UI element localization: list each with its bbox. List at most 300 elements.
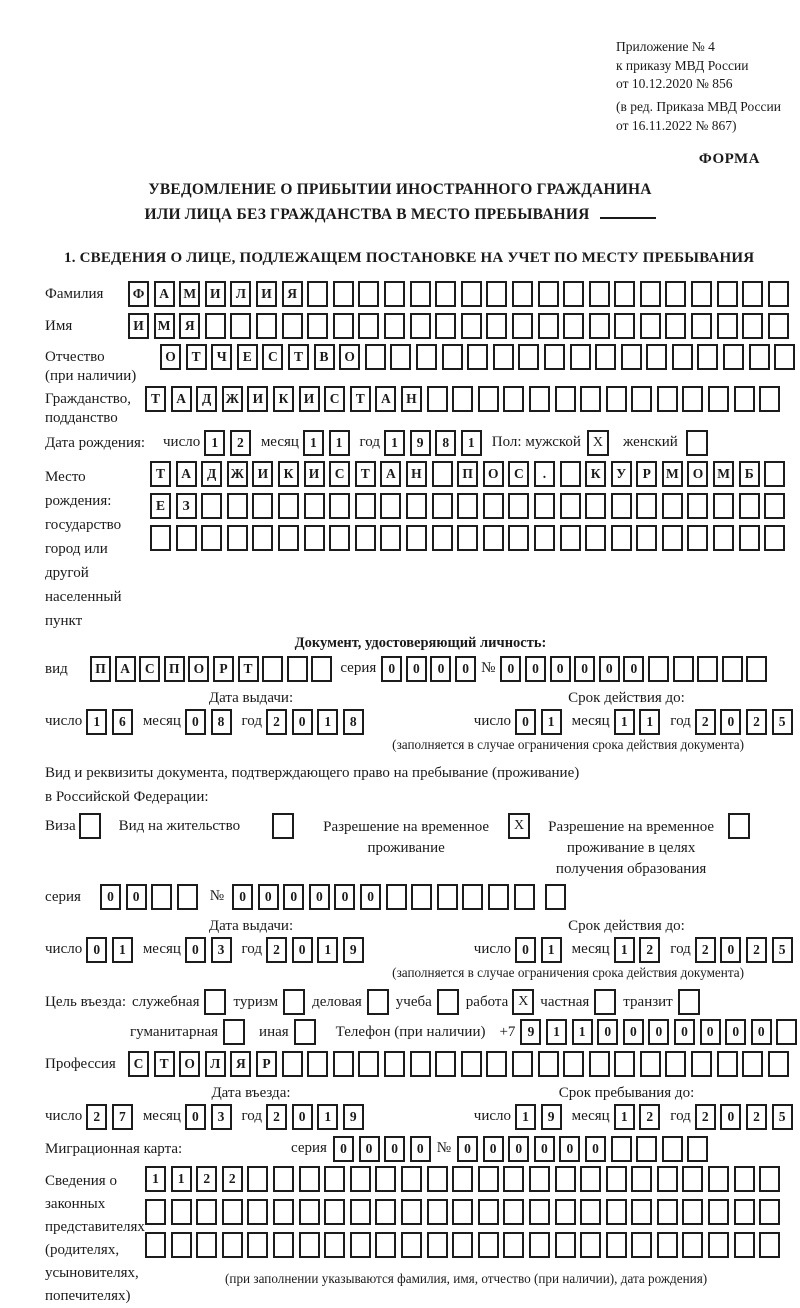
char-cell[interactable]: 9 — [410, 430, 431, 456]
char-cell[interactable] — [358, 1051, 379, 1077]
char-cell[interactable] — [247, 1232, 268, 1258]
char-cell[interactable] — [708, 1232, 729, 1258]
char-cell[interactable] — [273, 1199, 294, 1225]
char-cell[interactable] — [299, 1166, 320, 1192]
char-cell[interactable] — [585, 493, 606, 519]
char-cell[interactable] — [171, 1232, 192, 1258]
char-cell[interactable] — [201, 525, 222, 551]
char-cell[interactable]: О — [188, 656, 209, 682]
char-cell[interactable] — [307, 1051, 328, 1077]
char-cell[interactable]: 2 — [639, 937, 660, 963]
char-cell[interactable] — [145, 1232, 166, 1258]
char-cell[interactable] — [555, 386, 576, 412]
char-cell[interactable] — [580, 1199, 601, 1225]
char-cell[interactable]: Т — [150, 461, 171, 487]
char-cell[interactable]: 0 — [333, 1136, 354, 1162]
char-cell[interactable] — [673, 656, 694, 682]
char-cell[interactable] — [512, 281, 533, 307]
char-cell[interactable]: 0 — [309, 884, 330, 910]
char-cell[interactable] — [512, 1051, 533, 1077]
char-cell[interactable] — [177, 884, 198, 910]
char-cell[interactable] — [427, 1232, 448, 1258]
char-cell[interactable] — [380, 525, 401, 551]
char-cell[interactable]: 7 — [112, 1104, 133, 1130]
char-cell[interactable]: П — [164, 656, 185, 682]
char-cell[interactable] — [145, 1199, 166, 1225]
char-cell[interactable]: Д — [196, 386, 217, 412]
char-cell[interactable] — [227, 493, 248, 519]
char-cell[interactable]: 1 — [384, 430, 405, 456]
char-cell[interactable] — [631, 1199, 652, 1225]
char-cell[interactable] — [759, 1232, 780, 1258]
char-cell[interactable] — [595, 344, 616, 370]
purpose-other-checkbox[interactable] — [294, 1019, 316, 1045]
char-cell[interactable]: И — [128, 313, 149, 339]
char-cell[interactable] — [657, 1232, 678, 1258]
char-cell[interactable] — [538, 281, 559, 307]
char-cell[interactable] — [691, 1051, 712, 1077]
char-cell[interactable]: 1 — [86, 709, 107, 735]
char-cell[interactable]: 2 — [695, 709, 716, 735]
char-cell[interactable] — [375, 1166, 396, 1192]
char-cell[interactable] — [529, 386, 550, 412]
char-cell[interactable]: 6 — [112, 709, 133, 735]
char-cell[interactable] — [452, 1199, 473, 1225]
char-cell[interactable] — [631, 1166, 652, 1192]
char-cell[interactable]: 0 — [185, 937, 206, 963]
char-cell[interactable]: 1 — [317, 1104, 338, 1130]
char-cell[interactable] — [646, 344, 667, 370]
char-cell[interactable]: У — [611, 461, 632, 487]
char-cell[interactable]: 5 — [772, 709, 793, 735]
char-cell[interactable] — [589, 281, 610, 307]
char-cell[interactable]: В — [314, 344, 335, 370]
char-cell[interactable] — [665, 313, 686, 339]
char-cell[interactable]: 0 — [483, 1136, 504, 1162]
char-cell[interactable] — [324, 1166, 345, 1192]
char-cell[interactable] — [614, 281, 635, 307]
char-cell[interactable]: 0 — [410, 1136, 431, 1162]
char-cell[interactable]: Т — [154, 1051, 175, 1077]
char-cell[interactable] — [776, 1019, 797, 1045]
char-cell[interactable]: Ж — [227, 461, 248, 487]
char-cell[interactable]: 0 — [292, 1104, 313, 1130]
char-cell[interactable] — [672, 344, 693, 370]
char-cell[interactable]: Н — [406, 461, 427, 487]
char-cell[interactable]: 2 — [230, 430, 251, 456]
char-cell[interactable] — [614, 313, 635, 339]
char-cell[interactable] — [486, 1051, 507, 1077]
char-cell[interactable] — [384, 281, 405, 307]
char-cell[interactable] — [764, 493, 785, 519]
char-cell[interactable] — [687, 1136, 708, 1162]
char-cell[interactable] — [717, 313, 738, 339]
char-cell[interactable]: 5 — [772, 1104, 793, 1130]
char-cell[interactable]: О — [179, 1051, 200, 1077]
char-cell[interactable] — [746, 656, 767, 682]
char-cell[interactable] — [759, 1199, 780, 1225]
char-cell[interactable] — [560, 461, 581, 487]
char-cell[interactable]: 0 — [455, 656, 476, 682]
char-cell[interactable]: 0 — [720, 1104, 741, 1130]
char-cell[interactable]: 1 — [461, 430, 482, 456]
char-cell[interactable]: О — [160, 344, 181, 370]
char-cell[interactable] — [278, 493, 299, 519]
char-cell[interactable] — [442, 344, 463, 370]
char-cell[interactable] — [734, 386, 755, 412]
purpose-private-checkbox[interactable] — [594, 989, 616, 1015]
char-cell[interactable]: А — [176, 461, 197, 487]
char-cell[interactable]: Я — [282, 281, 303, 307]
char-cell[interactable] — [386, 884, 407, 910]
char-cell[interactable]: 0 — [574, 656, 595, 682]
char-cell[interactable]: И — [247, 386, 268, 412]
char-cell[interactable] — [355, 493, 376, 519]
char-cell[interactable] — [648, 656, 669, 682]
char-cell[interactable] — [764, 461, 785, 487]
char-cell[interactable]: Я — [230, 1051, 251, 1077]
char-cell[interactable] — [697, 656, 718, 682]
char-cell[interactable] — [461, 313, 482, 339]
char-cell[interactable] — [687, 525, 708, 551]
char-cell[interactable] — [580, 1232, 601, 1258]
char-cell[interactable] — [432, 525, 453, 551]
char-cell[interactable] — [636, 1136, 657, 1162]
char-cell[interactable] — [768, 1051, 789, 1077]
char-cell[interactable] — [329, 525, 350, 551]
char-cell[interactable] — [657, 386, 678, 412]
char-cell[interactable] — [640, 1051, 661, 1077]
char-cell[interactable]: И — [252, 461, 273, 487]
char-cell[interactable]: С — [329, 461, 350, 487]
char-cell[interactable]: 8 — [435, 430, 456, 456]
char-cell[interactable] — [611, 1136, 632, 1162]
char-cell[interactable]: Д — [201, 461, 222, 487]
purpose-official-checkbox[interactable] — [204, 989, 226, 1015]
char-cell[interactable]: Ч — [211, 344, 232, 370]
char-cell[interactable] — [435, 313, 456, 339]
char-cell[interactable]: С — [508, 461, 529, 487]
char-cell[interactable]: О — [687, 461, 708, 487]
char-cell[interactable]: 1 — [145, 1166, 166, 1192]
char-cell[interactable] — [304, 525, 325, 551]
char-cell[interactable]: Л — [205, 1051, 226, 1077]
char-cell[interactable] — [555, 1199, 576, 1225]
char-cell[interactable]: 0 — [534, 1136, 555, 1162]
char-cell[interactable] — [329, 493, 350, 519]
char-cell[interactable] — [262, 656, 283, 682]
char-cell[interactable] — [742, 1051, 763, 1077]
char-cell[interactable] — [589, 313, 610, 339]
char-cell[interactable]: Е — [237, 344, 258, 370]
char-cell[interactable] — [538, 1051, 559, 1077]
char-cell[interactable] — [713, 525, 734, 551]
char-cell[interactable]: 0 — [623, 656, 644, 682]
char-cell[interactable]: 9 — [541, 1104, 562, 1130]
char-cell[interactable] — [350, 1199, 371, 1225]
char-cell[interactable]: 1 — [204, 430, 225, 456]
char-cell[interactable] — [614, 1051, 635, 1077]
char-cell[interactable] — [461, 281, 482, 307]
char-cell[interactable] — [196, 1199, 217, 1225]
char-cell[interactable]: 0 — [100, 884, 121, 910]
char-cell[interactable] — [483, 525, 504, 551]
char-cell[interactable]: 0 — [585, 1136, 606, 1162]
char-cell[interactable]: 1 — [171, 1166, 192, 1192]
char-cell[interactable] — [560, 493, 581, 519]
char-cell[interactable] — [435, 281, 456, 307]
char-cell[interactable]: 1 — [546, 1019, 567, 1045]
char-cell[interactable]: И — [205, 281, 226, 307]
char-cell[interactable]: 3 — [211, 937, 232, 963]
char-cell[interactable] — [508, 525, 529, 551]
char-cell[interactable] — [256, 313, 277, 339]
char-cell[interactable] — [512, 313, 533, 339]
char-cell[interactable] — [299, 1199, 320, 1225]
char-cell[interactable] — [457, 493, 478, 519]
char-cell[interactable]: 0 — [185, 709, 206, 735]
char-cell[interactable] — [555, 1166, 576, 1192]
char-cell[interactable]: М — [713, 461, 734, 487]
char-cell[interactable]: 2 — [222, 1166, 243, 1192]
char-cell[interactable] — [580, 1166, 601, 1192]
char-cell[interactable] — [621, 344, 642, 370]
char-cell[interactable] — [749, 344, 770, 370]
char-cell[interactable]: 0 — [185, 1104, 206, 1130]
char-cell[interactable] — [350, 1166, 371, 1192]
char-cell[interactable] — [435, 1051, 456, 1077]
char-cell[interactable] — [478, 386, 499, 412]
char-cell[interactable] — [410, 281, 431, 307]
char-cell[interactable] — [503, 1166, 524, 1192]
char-cell[interactable] — [503, 1199, 524, 1225]
char-cell[interactable] — [324, 1232, 345, 1258]
char-cell[interactable] — [299, 1232, 320, 1258]
char-cell[interactable] — [682, 386, 703, 412]
sex-female-checkbox[interactable] — [686, 430, 708, 456]
char-cell[interactable] — [657, 1199, 678, 1225]
char-cell[interactable]: 1 — [614, 1104, 635, 1130]
char-cell[interactable] — [585, 525, 606, 551]
char-cell[interactable] — [350, 1232, 371, 1258]
char-cell[interactable] — [478, 1166, 499, 1192]
char-cell[interactable] — [560, 525, 581, 551]
char-cell[interactable] — [273, 1232, 294, 1258]
char-cell[interactable] — [230, 313, 251, 339]
char-cell[interactable] — [273, 1166, 294, 1192]
char-cell[interactable]: 0 — [725, 1019, 746, 1045]
char-cell[interactable] — [461, 1051, 482, 1077]
purpose-transit-checkbox[interactable] — [678, 989, 700, 1015]
char-cell[interactable] — [390, 344, 411, 370]
char-cell[interactable] — [410, 1051, 431, 1077]
char-cell[interactable]: 0 — [515, 709, 536, 735]
char-cell[interactable] — [486, 313, 507, 339]
char-cell[interactable]: 0 — [86, 937, 107, 963]
char-cell[interactable]: К — [278, 461, 299, 487]
char-cell[interactable] — [742, 281, 763, 307]
char-cell[interactable]: М — [179, 281, 200, 307]
char-cell[interactable] — [467, 344, 488, 370]
char-cell[interactable] — [452, 1166, 473, 1192]
char-cell[interactable] — [452, 386, 473, 412]
char-cell[interactable]: 0 — [525, 656, 546, 682]
char-cell[interactable] — [563, 313, 584, 339]
char-cell[interactable]: 0 — [597, 1019, 618, 1045]
char-cell[interactable]: 2 — [266, 709, 287, 735]
char-cell[interactable] — [662, 493, 683, 519]
char-cell[interactable] — [555, 1232, 576, 1258]
char-cell[interactable]: 2 — [86, 1104, 107, 1130]
char-cell[interactable]: Я — [179, 313, 200, 339]
char-cell[interactable]: Т — [145, 386, 166, 412]
char-cell[interactable]: 1 — [303, 430, 324, 456]
char-cell[interactable]: . — [534, 461, 555, 487]
char-cell[interactable]: 9 — [343, 1104, 364, 1130]
char-cell[interactable] — [665, 281, 686, 307]
char-cell[interactable]: А — [380, 461, 401, 487]
char-cell[interactable] — [432, 461, 453, 487]
char-cell[interactable]: 2 — [746, 937, 767, 963]
char-cell[interactable] — [606, 386, 627, 412]
char-cell[interactable]: 1 — [614, 709, 635, 735]
char-cell[interactable]: 1 — [317, 709, 338, 735]
char-cell[interactable]: М — [154, 313, 175, 339]
char-cell[interactable] — [529, 1232, 550, 1258]
char-cell[interactable]: 0 — [430, 656, 451, 682]
purpose-study-checkbox[interactable] — [437, 989, 459, 1015]
char-cell[interactable] — [380, 493, 401, 519]
char-cell[interactable]: 5 — [772, 937, 793, 963]
char-cell[interactable] — [401, 1199, 422, 1225]
char-cell[interactable]: 1 — [317, 937, 338, 963]
char-cell[interactable] — [247, 1166, 268, 1192]
char-cell[interactable] — [311, 656, 332, 682]
char-cell[interactable]: О — [339, 344, 360, 370]
char-cell[interactable]: 0 — [406, 656, 427, 682]
char-cell[interactable] — [478, 1232, 499, 1258]
char-cell[interactable] — [427, 1199, 448, 1225]
char-cell[interactable] — [570, 344, 591, 370]
char-cell[interactable] — [196, 1232, 217, 1258]
char-cell[interactable] — [205, 313, 226, 339]
char-cell[interactable]: 2 — [746, 1104, 767, 1130]
char-cell[interactable] — [176, 525, 197, 551]
char-cell[interactable]: 1 — [541, 709, 562, 735]
char-cell[interactable]: 0 — [384, 1136, 405, 1162]
char-cell[interactable]: 0 — [623, 1019, 644, 1045]
char-cell[interactable] — [406, 493, 427, 519]
visa-checkbox[interactable] — [79, 813, 101, 839]
char-cell[interactable] — [406, 525, 427, 551]
char-cell[interactable] — [171, 1199, 192, 1225]
char-cell[interactable]: Л — [230, 281, 251, 307]
char-cell[interactable] — [151, 884, 172, 910]
char-cell[interactable] — [682, 1199, 703, 1225]
char-cell[interactable] — [452, 1232, 473, 1258]
char-cell[interactable] — [529, 1199, 550, 1225]
char-cell[interactable]: 1 — [515, 1104, 536, 1130]
char-cell[interactable] — [611, 525, 632, 551]
char-cell[interactable] — [708, 1166, 729, 1192]
char-cell[interactable]: 9 — [343, 937, 364, 963]
char-cell[interactable]: 1 — [541, 937, 562, 963]
char-cell[interactable] — [563, 281, 584, 307]
char-cell[interactable] — [764, 525, 785, 551]
char-cell[interactable]: 2 — [196, 1166, 217, 1192]
char-cell[interactable] — [636, 493, 657, 519]
char-cell[interactable]: 0 — [500, 656, 521, 682]
char-cell[interactable] — [691, 313, 712, 339]
char-cell[interactable] — [201, 493, 222, 519]
char-cell[interactable]: С — [324, 386, 345, 412]
char-cell[interactable] — [478, 1199, 499, 1225]
char-cell[interactable] — [427, 386, 448, 412]
char-cell[interactable] — [483, 493, 504, 519]
char-cell[interactable]: 0 — [700, 1019, 721, 1045]
char-cell[interactable]: 0 — [292, 937, 313, 963]
char-cell[interactable]: О — [483, 461, 504, 487]
purpose-business-checkbox[interactable] — [367, 989, 389, 1015]
char-cell[interactable]: 2 — [746, 709, 767, 735]
char-cell[interactable]: 0 — [258, 884, 279, 910]
char-cell[interactable] — [768, 281, 789, 307]
char-cell[interactable] — [333, 1051, 354, 1077]
char-cell[interactable] — [252, 493, 273, 519]
char-cell[interactable]: 0 — [515, 937, 536, 963]
char-cell[interactable] — [518, 344, 539, 370]
char-cell[interactable]: П — [90, 656, 111, 682]
char-cell[interactable]: 0 — [334, 884, 355, 910]
char-cell[interactable]: 0 — [381, 656, 402, 682]
char-cell[interactable]: 1 — [112, 937, 133, 963]
char-cell[interactable] — [734, 1166, 755, 1192]
char-cell[interactable]: 0 — [360, 884, 381, 910]
char-cell[interactable] — [401, 1166, 422, 1192]
char-cell[interactable]: 1 — [572, 1019, 593, 1045]
char-cell[interactable] — [508, 493, 529, 519]
char-cell[interactable] — [589, 1051, 610, 1077]
char-cell[interactable]: 0 — [599, 656, 620, 682]
char-cell[interactable] — [488, 884, 509, 910]
char-cell[interactable] — [416, 344, 437, 370]
char-cell[interactable]: 0 — [751, 1019, 772, 1045]
temp-residence-edu-checkbox[interactable] — [728, 813, 750, 839]
char-cell[interactable] — [437, 884, 458, 910]
char-cell[interactable] — [427, 1166, 448, 1192]
temp-residence-checkbox[interactable]: X — [508, 813, 530, 839]
char-cell[interactable]: И — [299, 386, 320, 412]
char-cell[interactable] — [606, 1232, 627, 1258]
char-cell[interactable] — [687, 493, 708, 519]
char-cell[interactable]: Б — [739, 461, 760, 487]
purpose-humanitarian-checkbox[interactable] — [223, 1019, 245, 1045]
char-cell[interactable] — [640, 313, 661, 339]
char-cell[interactable]: Т — [355, 461, 376, 487]
char-cell[interactable] — [333, 313, 354, 339]
char-cell[interactable]: И — [304, 461, 325, 487]
char-cell[interactable]: 3 — [211, 1104, 232, 1130]
purpose-tourism-checkbox[interactable] — [283, 989, 305, 1015]
char-cell[interactable]: 2 — [266, 1104, 287, 1130]
char-cell[interactable]: Т — [288, 344, 309, 370]
char-cell[interactable]: 8 — [211, 709, 232, 735]
char-cell[interactable] — [631, 386, 652, 412]
char-cell[interactable]: А — [171, 386, 192, 412]
char-cell[interactable] — [774, 344, 795, 370]
char-cell[interactable] — [534, 493, 555, 519]
char-cell[interactable] — [563, 1051, 584, 1077]
